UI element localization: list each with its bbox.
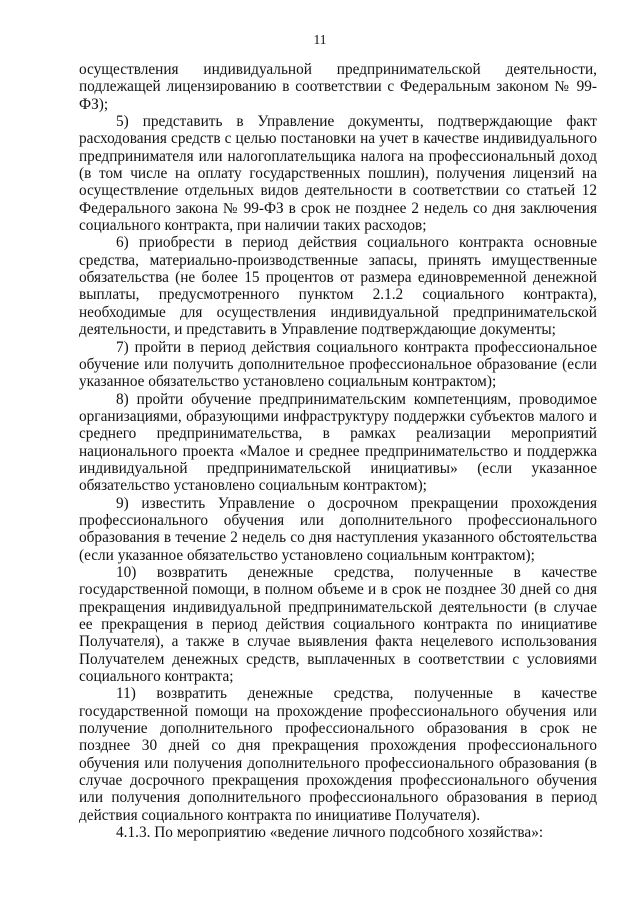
paragraph-continuation: осуществления индивидуальной предпринимательской деятельности, подлежащей лицензированию в соответствии с Федеральным законом № 99-ФЗ); <box>79 61 597 113</box>
section-heading-4-1-3: 4.1.3. По мероприятию «ведение личного подсобного хозяйства»: <box>116 824 544 842</box>
document-body <box>79 61 597 841</box>
paragraph-item-10: 10) возвратить денежные средства, полученные в качестве государственной помощи, в полном объеме и в срок не позднее 30 дней со дня прекращения индивидуальной предпринимательской деятельности (в случае ее прекращения в период действия социального контракта по инициативе Получателя), а также в случае выявления факта нецелевого использования Получателем денежных средств, выплаченных в соответствии с условиями социального контракта; <box>79 563 597 686</box>
paragraph-item-5: 5) представить в Управление документы, подтверждающие факт расходования средств с целью постановки на учет в качестве индивидуального предпринимателя или налогоплательщика налога на профессиональный доход (в том числе на оплату государственных пошлин), получения лицензий на осуществление отдельных видов деятельности в соответствии со статьей 12 Федерального закона № 99-ФЗ в срок не позднее 2 недель со дня заключения социального контракта, при наличии таких расходов; <box>79 113 597 235</box>
paragraph-item-8: 8) пройти обучение предпринимательским компетенциям, проводимое организациями, образующими инфраструктуру поддержки субъектов малого и среднего предпринимательства, в рамках реализации мероприятий национального проекта «Малое и среднее предпринимательство и поддержка индивидуальной предпринимательской инициативы» (если указанное обязательство установлено социальным контрактом); <box>79 390 597 495</box>
paragraph-item-6: 6) приобрести в период действия социального контракта основные средства, материально-производственные запасы, принять имущественные обязательства (не более 15 процентов от размера единовременной денежной выплаты, предусмотренного пунктом 2.1.2 социального контракта), необходимые для осуществления индивидуальной предпринимательской деятельности, и представить в Управление подтверждающие документы; <box>79 234 597 339</box>
paragraph-item-11: 11) возвратить денежные средства, полученные в качестве государственной помощи на прохождение профессионального обучения или получение дополнительного профессионального образования в срок не позднее 30 дней со дня прекращения прохождения профессионального обучения или получения дополнительного профессионального образования (в случае досрочного прекращения прохождения профессионального обучения или получения дополнительного профессионального образования в период действия социального контракта по инициативе Получателя). <box>79 685 597 824</box>
paragraph-item-7: 7) пройти в период действия социального контракта профессиональное обучение или получить дополнительное профессиональное образование (если указанное обязательство установлено социальным контрактом); <box>79 338 597 391</box>
page-number: 11 <box>313 32 327 47</box>
paragraph-item-9: 9) известить Управление о досрочном прекращении прохождения профессионального обучения или дополнительного профессионального образования в течение 2 недель со дня наступления указанного обстоятельства (если указанное обязательство установлено социальным контрактом); <box>79 494 597 564</box>
